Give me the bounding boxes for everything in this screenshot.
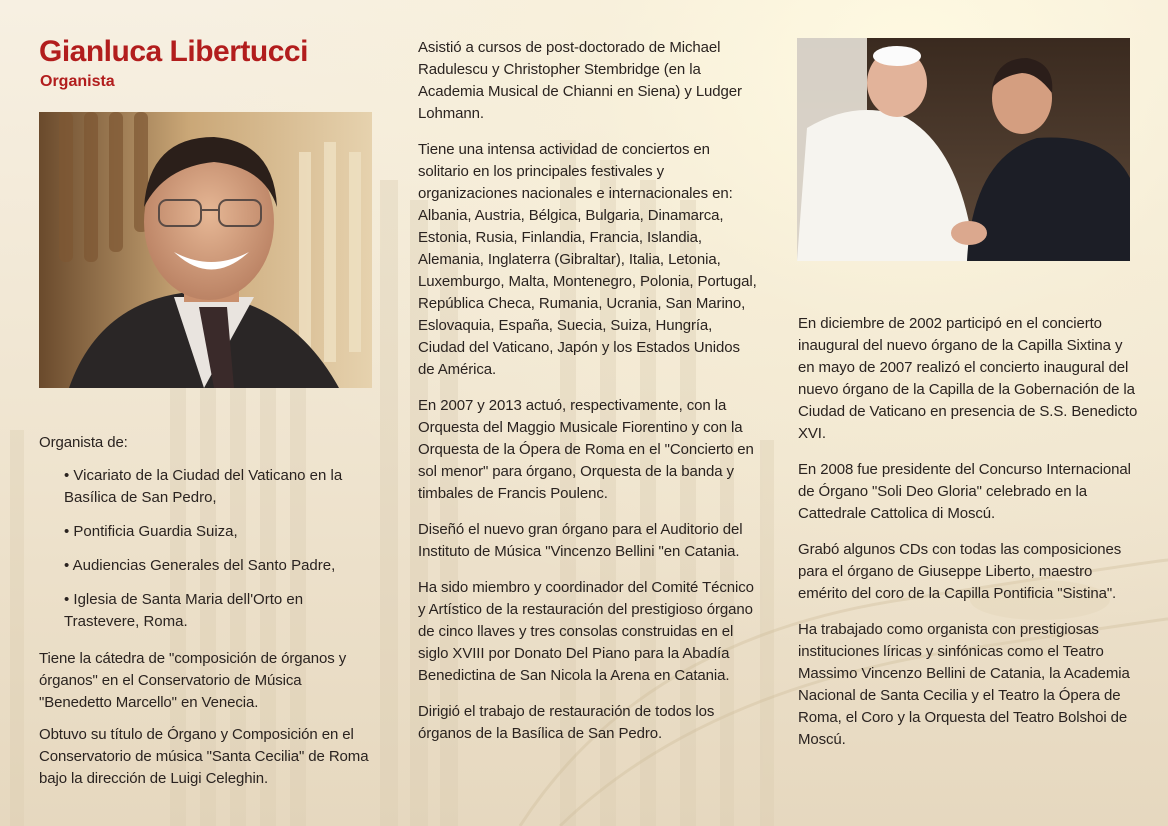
list-item: • Iglesia de Santa Maria dell'Orto en Trastevere, Roma. [64,591,304,630]
organist-of-label: Organista de: [39,434,128,451]
column-left [0,0,400,826]
paragraph: Ha sido miembro y coordinador del Comité Técnico y Artístico de la restauración del prestigioso órgano de cinco llaves y tres consolas construidas en el siglo XVIII por Donato Del Piano para la Abadía Benedictina de San Nicola la Arena en Catania. [418,579,754,684]
list-item: • Audiencias Generales del Santo Padre, [64,557,336,574]
paragraph: Grabó algunos CDs con todas las composiciones para el órgano de Giuseppe Liberto, maestro emérito del coro de la Capilla Pontificia "Sistina". [798,541,1122,602]
paragraph: Tiene una intensa actividad de conciertos en solitario en los principales festivales y organizaciones nacionales e internacionales en: Albania, Austria, Bélgica, Bulgaria, Dinamarca, Estonia, Rusia, Finlandia, Francia, Islandia, Alemania, Inglaterra (Gibraltar), Italia, Letonia, Luxemburgo, Malta, Montenegro, Polonia, Portugal, República Checa, Rumania, Ucrania, San Marino, Eslovaquia, España, Suecia, Suiza, Hungría, Ciudad del Vaticano, Japón y los Estados Unidos de América. [418,141,757,378]
paragraph: En 2008 fue presidente del Concurso Internacional de Órgano "Soli Deo Gloria" celebrado en la Cattedrale Cattolica di Moscú. [798,461,1131,522]
list-item: • Vicariato de la Ciudad del Vaticano en la Basílica de San Pedro, [64,467,343,506]
paragraph: Dirigió el trabajo de restauración de todos los órganos de la Basílica de San Pedro. [418,703,715,742]
subtitle-role: Organista [40,73,115,90]
paragraph: Asistió a cursos de post-doctorado de Michael Radulescu y Christopher Stembridge (en la Academia Musical de Chianni en Siena) y Ludger Lohmann. [418,39,742,122]
paragraph: Diseñó el nuevo gran órgano para el Auditorio del Instituto de Música "Vincenzo Bellini "en Catania. [418,521,743,560]
column-middle [418,37,758,759]
paragraph: En 2007 y 2013 actuó, respectivamente, con la Orquesta del Maggio Musicale Fiorentino y con la Orquesta de la Ópera de Roma en el "Concierto en sol menor" para órgano, Orquesta de la banda y timbales de Francis Poulenc. [418,397,754,502]
paragraph-titulo: Obtuvo su título de Órgano y Composición en el Conservatorio de música "Santa Cecilia" de Roma bajo la dirección de Luigi Celeghin. [39,726,369,787]
list-item: • Pontificia Guardia Suiza, [64,523,238,540]
column-right [798,0,1138,826]
organist-positions-list [39,465,374,645]
portrait-photo [39,112,372,388]
paragraph: En diciembre de 2002 participó en el concierto inaugural del nuevo órgano de la Capilla Sixtina y en mayo de 2007 realizó el concierto inaugural del nuevo órgano de la Capilla de la Gobernación de la Ciudad de Vaticano en presencia de S.S. Benedicto XVI. [798,315,1138,442]
right-column-text [798,313,1138,765]
paragraph-catedra: Tiene la cátedra de "composición de órganos y órganos" en el Conservatorio de Música "Benedetto Marcello" en Venecia. [39,650,347,711]
paragraph: Ha trabajado como organista con prestigiosas instituciones líricas y sinfónicas como el Teatro Massimo Vincenzo Bellini de Catania, la Academia Nacional de Santa Cecilia y el Teatro la Ópera de Roma, el Coro y la Orquesta del Teatro Bolshoi de Moscú. [798,621,1130,748]
page-title: Gianluca Libertucci [39,35,308,68]
pope-handshake-photo [797,38,1130,261]
